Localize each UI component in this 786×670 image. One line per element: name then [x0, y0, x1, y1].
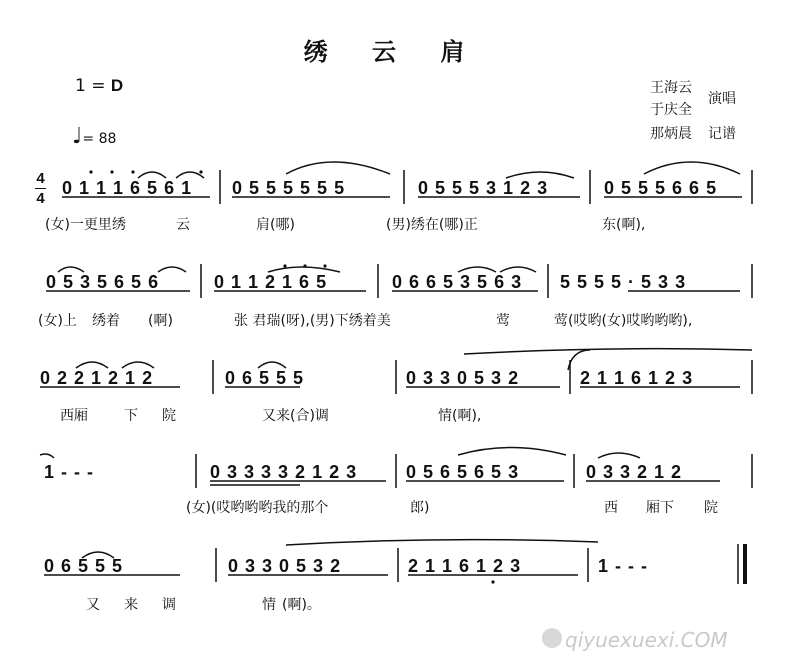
- lyric-2-1: (女)上: [38, 313, 77, 329]
- lyric-5-1: 又: [86, 597, 100, 613]
- lyric-4-1: (女)(哎哟哟哟我的那个: [186, 500, 329, 516]
- lyric-3-2: 下: [124, 408, 138, 424]
- lyric-1-2: 云: [176, 217, 190, 233]
- quarter-note-icon: ♩: [72, 124, 83, 149]
- measure-2-2: 0 1 1 2 1 6 5: [214, 272, 328, 292]
- measure-5-3: 2 1 1 6 1 2 3: [408, 556, 522, 576]
- lyric-5-4: 情: [262, 597, 276, 613]
- measure-1-3: 0 5 5 5 3 1 2 3: [418, 178, 549, 198]
- transcriber: 那炳晨: [650, 126, 692, 142]
- lyric-2-3: (啊): [148, 313, 173, 329]
- measure-3-4: 2 1 1 6 1 2 3: [580, 368, 694, 388]
- measure-3-3: 0 3 3 0 5 3 2: [406, 368, 520, 388]
- lyric-1-1: (女)一更里绣: [45, 217, 126, 233]
- measure-5-2: 0 3 3 0 5 3 2: [228, 556, 342, 576]
- measure-3-2: 0 6 5 5 5: [225, 368, 305, 388]
- tempo-value: = 88: [82, 131, 117, 147]
- key-note: D: [110, 76, 124, 95]
- lyric-2-6: 莺(哎哟(女)哎哟哟哟),: [554, 313, 693, 329]
- lyric-2-4: 张 君瑞(呀),(男)下绣着美: [234, 313, 391, 329]
- song-title: 绣 云 肩: [303, 38, 483, 66]
- lyric-3-3: 院: [162, 408, 176, 424]
- performer-1: 王海云: [650, 80, 692, 96]
- performer-role: 演唱: [708, 91, 736, 107]
- measure-3-1: 0 2 2 1 2 1 2: [40, 368, 154, 388]
- key-prefix: 1 =: [75, 76, 111, 96]
- lyric-5-5: (啊)。: [282, 597, 321, 613]
- measure-2-3: 0 6 6 5 3 5 6 3: [392, 272, 523, 292]
- lyric-1-5: 东(啊),: [602, 217, 646, 233]
- performer-2: 于庆全: [650, 102, 692, 118]
- time-signature-top: 4: [36, 170, 45, 187]
- lyric-4-2: 郎): [410, 500, 430, 516]
- watermark-logo-icon: [542, 628, 562, 648]
- lyric-2-5: 莺: [496, 313, 510, 329]
- measure-1-4: 0 5 5 5 6 6 5: [604, 178, 718, 198]
- measure-1-1: 0 1 1 1 6 5 6 1: [62, 178, 193, 198]
- measure-2-4: 5 5 5 5 · 5 3 3: [560, 272, 687, 292]
- lyric-3-5: 情(啊),: [438, 408, 482, 424]
- measure-4-4: 0 3 3 2 1 2: [586, 462, 683, 482]
- lyric-1-3: 肩(哪): [256, 217, 295, 233]
- measure-1-2: 0 5 5 5 5 5 5: [232, 178, 346, 198]
- measure-4-1: 1 - - -: [44, 462, 94, 482]
- lyric-1-4: (男)绣在(哪)正: [386, 217, 478, 233]
- measure-4-3: 0 5 6 5 6 5 3: [406, 462, 520, 482]
- lyric-4-4: 厢下: [646, 500, 674, 516]
- lyric-5-2: 来: [124, 597, 138, 613]
- measure-4-2: 0 3 3 3 3 2 1 2 3: [210, 462, 358, 482]
- lyric-4-5: 院: [704, 500, 718, 516]
- watermark: qiyuexuexi.COM: [565, 628, 728, 652]
- time-signature-bottom: 4: [36, 190, 45, 207]
- lyric-3-1: 西厢: [60, 408, 88, 424]
- lyric-5-3: 调: [162, 597, 176, 613]
- lyric-4-3: 西: [604, 500, 618, 516]
- lyric-3-4: 又来(合)调: [262, 408, 329, 424]
- measure-5-4: 1 - - -: [598, 556, 648, 576]
- measure-2-1: 0 5 3 5 6 5 6: [46, 272, 160, 292]
- measure-5-1: 0 6 5 5 5: [44, 556, 124, 576]
- transcriber-role: 记谱: [708, 126, 736, 142]
- lyric-2-2: 绣着: [92, 313, 120, 329]
